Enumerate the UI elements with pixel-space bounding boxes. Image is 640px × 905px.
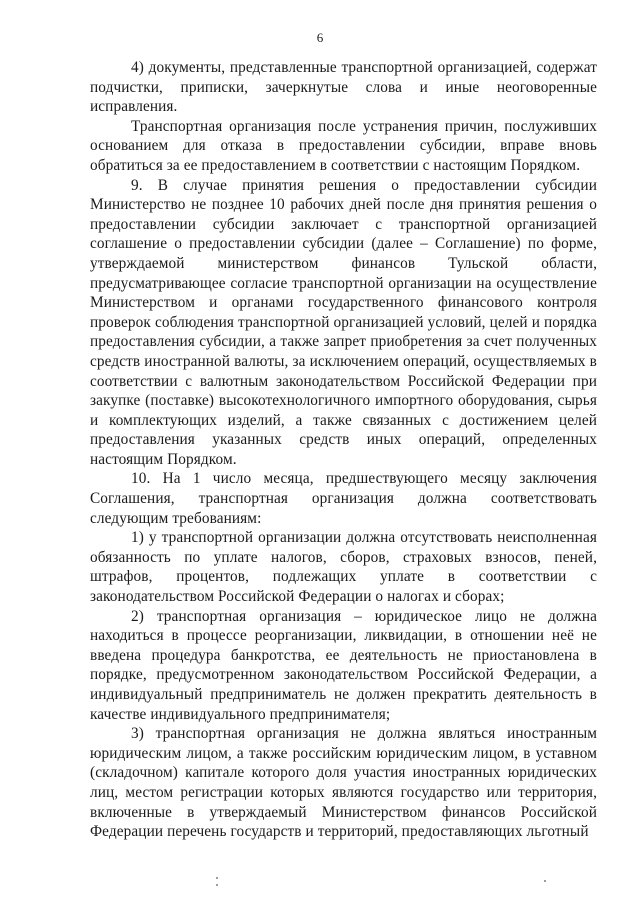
paragraph-item-4: 4) документы, представленные транспортной организацией, содержат подчистки, приписки, зачеркнутые слова и иные неоговоренные исправления. <box>90 59 597 116</box>
paragraph-requirement-1: 1) у транспортной организации должна отсутствовать неисполненная обязанность по уплате налогов, сборов, страховых взносов, пеней, штрафов, процентов, подлежащих уплате в соответствии с законодательством Российской Федерации о налогах и сборах; <box>90 529 597 606</box>
paragraph-clause-9: 9. В случае принятия решения о предоставлении субсидии Министерство не позднее 10 рабочих дней после дня принятия решения о предоставлении субсидии заключает с транспортной организацией соглашение о предоставлении субсидии (далее – Соглашение) по форме, утверждаемой министерством финансов Тульской области, предусматривающее согласие транспортной организации на осуществление Министерством и органами государственного финансового контроля проверок соблюдения транспортной организацией условий, целей и порядка предоставления субсидии, а также запрет приобретения за счет полученных средств иностранной валюты, за исключением операций, осуществляемых в соответствии с валютным законодательством Российской Федерации при закупке (поставке) высокотехнологичного импортного оборудования, сырья и комплектующих изделий, а также связанных с достижением целей предоставления указанных средств иных операций, определенных настоящим Порядком. <box>90 176 597 468</box>
scan-speck <box>216 877 218 879</box>
paragraph-resubmission: Транспортная организация после устранения причин, послуживших основанием для отказа в предоставлении субсидии, вправе вновь обратиться за ее предоставлением в соответствии с настоящим Порядком. <box>90 117 597 174</box>
scan-speck <box>544 880 546 882</box>
scan-speck <box>216 884 218 886</box>
paragraph-requirement-3: 3) транспортная организация не должна являться иностранным юридическим лицом, а также российским юридическим лицом, в уставном (складочном) капитале которого доля участия иностранных юридических лиц, местом регистрации которых являются государство или территория, включенные в утверждаемый Министерством финансов Российской Федерации перечень государств и территорий, предоставляющих льготный <box>90 725 597 841</box>
paragraph-clause-10: 10. На 1 число месяца, предшествующего месяцу заключения Соглашения, транспортная организация должна соответствовать следующим требованиям: <box>90 470 597 527</box>
page-number: 6 <box>316 30 324 45</box>
paragraph-requirement-2: 2) транспортная организация – юридическое лицо не должна находиться в процессе реорганизации, ликвидации, в отношении неё не введена процедура банкротства, ее деятельность не приостановлена в порядке, предусмотренном законодательством Российской Федерации, а индивидуальный предприниматель не должен прекратить деятельность в качестве индивидуального предпринимателя; <box>90 607 597 723</box>
